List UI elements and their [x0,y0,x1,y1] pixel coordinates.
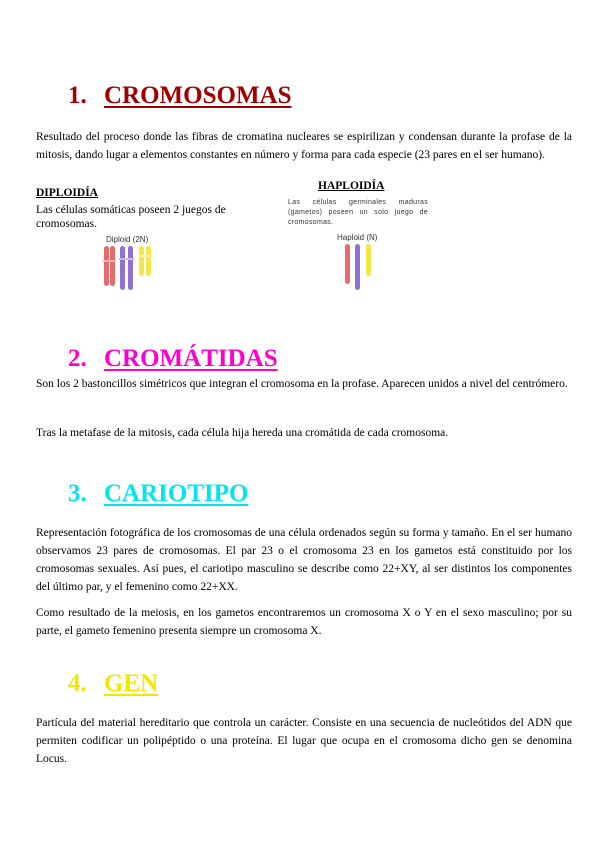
cromatidas-paragraph-2: Tras la metafase de la mitosis, cada célula hija hereda una cromátida de cada cromosoma. [36,427,449,439]
heading-number: 4. [68,670,87,697]
haploid-caption: Haploid (N) [337,233,378,242]
heading-gen [68,670,158,698]
heading-cariotipo [68,480,248,508]
gen-paragraph: Partícula del material hereditario que controla un carácter. Consiste en una secuencia de nucleótidos del ADN que permiten codificar un polipéptido o una proteína. El lugar que ocupa en el cromosoma dicho gen se denomina Locus. [36,717,572,765]
heading-number: 2. [68,345,87,372]
cromosomas-paragraph: Resultado del proceso donde las fibras de cromatina nucleares se espirilizan y condensan durante la profase de la mitosis, dando lugar a elementos constantes en número y forma para cada especie (23 pares en el ser humano). [36,131,572,161]
haploid-chromosome-diagram [342,244,376,292]
cariotipo-paragraph-1: Representación fotográfica de los cromosomas de una célula ordenados según su forma y tamaño. En el ser humano observamos 23 pares de cromosomas. El par 23 o el cromosoma 23 en los gametos está constituido por los cromosomas sexuales. Así pues, el cariotipo masculino se describe como 22+XY, al ser distintos los componentes del último par, y el femenino como 22+XX. [36,527,572,593]
cromatidas-paragraph-1: Son los 2 bastoncillos simétricos que integran el cromosoma en la profase. Aparecen unidos a nivel del centrómero. [36,378,568,390]
diploid-pair-red [103,246,116,286]
diploidia-text: Las células somáticas poseen 2 juegos de cromosomas. [36,204,226,230]
heading-cromosomas [68,82,292,110]
heading-title: CARIOTIPO [104,480,249,507]
diploid-caption: Diploid (2N) [106,235,149,244]
heading-title: CROMÁTIDAS [104,345,278,372]
haploidia-text: Las células germinales maduras (gametos) poseen un solo juego de cromosomas. [288,199,428,226]
haploid-chromosome-red [345,244,350,284]
haploidia-title: HAPLOIDÍA [318,180,385,192]
diploid-pair-yellow [138,246,152,276]
diploid-pair-purple [119,246,134,290]
haploid-chromosome-purple [355,244,360,290]
heading-title: GEN [104,670,159,697]
heading-cromatidas [68,345,278,373]
heading-number: 3. [68,480,87,507]
haploid-chromosome-yellow [366,244,371,276]
diploidia-title: DIPLOIDÍA [36,187,98,199]
heading-number: 1. [68,82,87,109]
heading-title: CROMOSOMAS [104,82,292,109]
diploid-chromosome-diagram [100,246,160,292]
cariotipo-paragraph-2: Como resultado de la meiosis, en los gametos encontraremos un cromosoma X o Y en el sexo masculino; por su parte, el gameto femenino presenta siempre un cromosoma X. [36,607,572,637]
